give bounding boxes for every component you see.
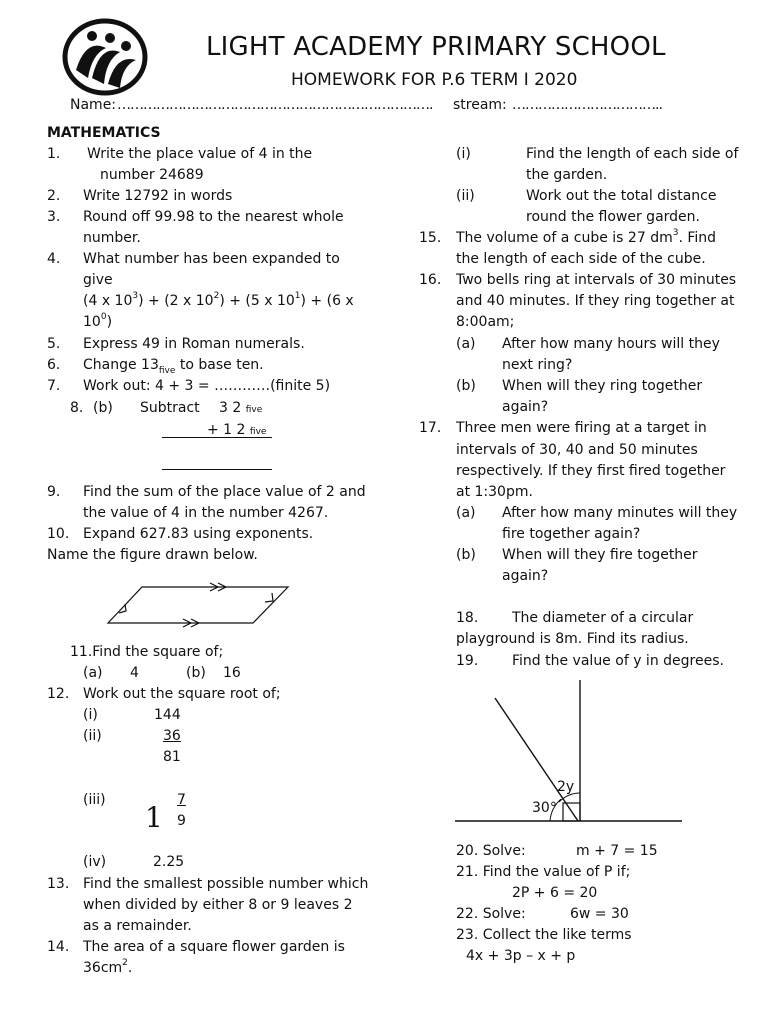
q12-ii-denominator: 81 [163, 749, 181, 765]
q14-ii-text: Work out the total distance [526, 188, 717, 204]
q12-iii-label: (iii) [83, 792, 106, 808]
q16-text-cont: and 40 minutes. If they ring together at [456, 293, 735, 309]
q20-text: 20. Solve: [456, 843, 526, 859]
q13-text: Find the smallest possible number which [83, 876, 369, 892]
q14-i-text: Find the length of each side of [526, 146, 739, 162]
q23-text: 23. Collect the like terms [456, 927, 632, 943]
name-label: Name: [70, 97, 117, 113]
q7-text: Work out: 4 + 3 = …………(finite 5) [83, 378, 331, 394]
q18-text-cont: playground is 8m. Find its radius. [456, 631, 689, 647]
q16-text-cont-2: 8:00am; [456, 314, 515, 330]
q16-a-text-cont: next ring? [502, 357, 573, 373]
q4-text: What number has been expanded to [83, 251, 340, 267]
q17-text-cont: intervals of 30, 40 and 50 minutes [456, 442, 698, 458]
q4-number: 4. [47, 251, 61, 267]
q17-a-text-cont: fire together again? [502, 526, 641, 542]
q22-text: 22. Solve: [456, 906, 526, 922]
q16-b-text-cont: again? [502, 399, 549, 415]
q15-text: The volume of a cube is 27 $dm^3$. Find [456, 228, 717, 246]
name-field: ………………………………………………………………. [117, 97, 433, 113]
school-name: LIGHT ACADEMY PRIMARY SCHOOL [206, 32, 666, 62]
q16-text: Two bells ring at intervals of 30 minutes [456, 272, 737, 288]
q16-a-label: (a) [456, 336, 476, 352]
q17-text: Three men were firing at a target in [456, 420, 707, 436]
q12-iv-value: 2.25 [153, 854, 185, 870]
q17-text-cont-3: at 1:30pm. [456, 484, 533, 500]
q6-number: 6. [47, 357, 61, 373]
angle-30-label: 30° [532, 800, 557, 816]
q11-a-label: (a) [83, 665, 103, 681]
q17-number: 17. [419, 420, 442, 436]
section-title: MATHEMATICS [47, 125, 161, 141]
figure-label: Name the figure drawn below. [47, 547, 258, 563]
q12-iii-denominator: 9 [177, 813, 186, 829]
q19-number: 19. [456, 653, 479, 669]
q14-i-label: (i) [456, 146, 471, 162]
q15-text-cont: the length of each side of the cube. [456, 251, 706, 267]
q12-i-label: (i) [83, 707, 98, 723]
q4-expansion: (4 x $10^3) + (2$ x $10^2) + (5$ x $10^1) + (6$ x [83, 291, 354, 309]
homework-subtitle: HOMEWORK FOR P.6 TERM I 2020 [291, 70, 578, 90]
q17-text-cont-2: respectively. If they first fired together [456, 463, 726, 479]
q17-b-text: When will they fire together [502, 547, 698, 563]
q5-text: Express 49 in Roman numerals. [83, 336, 305, 352]
q16-a-text: After how many hours will they [502, 336, 720, 352]
q9-text: Find the sum of the place value of 2 and [83, 484, 366, 500]
stream-field: …………………………….. [512, 97, 662, 113]
q8-line-1 [162, 437, 272, 438]
q12-iv-label: (iv) [83, 854, 107, 870]
q12-ii-numerator: 36 [163, 728, 181, 744]
q1-text: Write the place value of 4 in the [87, 146, 313, 162]
q4-text-cont: give [83, 272, 113, 288]
q12-i-value: 144 [154, 707, 181, 723]
q1-text-cont: number 24689 [100, 167, 204, 183]
q13-number: 13. [47, 876, 70, 892]
q19-text: Find the value of y in degrees. [512, 653, 724, 669]
q9-text-cont: the value of 4 in the number 4267. [83, 505, 329, 521]
q10-number: 10. [47, 526, 70, 542]
parallelogram-figure [105, 580, 295, 630]
q16-b-text: When will they ring together [502, 378, 703, 394]
q21-equation: 2P + 6 = 20 [512, 885, 598, 901]
q14-i-text-cont: the garden. [526, 167, 608, 183]
angle-diagram [450, 675, 690, 830]
school-logo-icon [62, 18, 148, 96]
q17-b-text-cont: again? [502, 568, 549, 584]
q14-text: The area of a square flower garden is [83, 939, 345, 955]
q5-number: 5. [47, 336, 61, 352]
q20-equation: m + 7 = 15 [576, 843, 658, 859]
q17-b-label: (b) [456, 547, 476, 563]
q23-expression: 4x + 3p – x + p [466, 948, 576, 964]
q3-number: 3. [47, 209, 61, 225]
q1-number: 1. [47, 146, 61, 162]
q4-expansion-cont: $10^0$) [83, 312, 113, 330]
q16-b-label: (b) [456, 378, 476, 394]
q22-equation: 6w = 30 [570, 906, 629, 922]
q13-text-cont: when divided by either 8 or 9 leaves 2 [83, 897, 353, 913]
q12-iii-numerator: 7 [177, 792, 186, 808]
q16-number: 16. [419, 272, 442, 288]
q12-iii-whole: 1 [145, 801, 163, 834]
q17-a-text: After how many minutes will they [502, 505, 738, 521]
q10-text: Expand 627.83 using exponents. [83, 526, 314, 542]
q11-b-value: 16 [223, 665, 241, 681]
q14-number: 14. [47, 939, 70, 955]
q3-text-cont: number. [83, 230, 141, 246]
q8-bottom-number: + 1 2 five [207, 422, 267, 438]
q18-text: The diameter of a circular [512, 610, 694, 626]
q18-number: 18. [456, 610, 479, 626]
q14-ii-label: (ii) [456, 188, 475, 204]
q8-line-2 [162, 469, 272, 470]
q15-number: 15. [419, 230, 442, 246]
q8-number: 8. [70, 400, 84, 416]
q11-a-value: 4 [130, 665, 139, 681]
q21-text: 21. Find the value of P if; [456, 864, 631, 880]
q17-a-label: (a) [456, 505, 476, 521]
q8-part: (b) [93, 400, 113, 416]
q7-number: 7. [47, 378, 61, 394]
stream-label: stream: [453, 97, 507, 113]
q11-text: 11.Find the square of; [70, 644, 224, 660]
q8-top-number: 3 2 five [219, 400, 263, 416]
q14-text-cont: $36cm^2$. [83, 958, 133, 976]
q11-b-label: (b) [186, 665, 206, 681]
q8-label: Subtract [140, 400, 200, 416]
q13-text-cont-2: as a remainder. [83, 918, 192, 934]
q12-text: Work out the square root of; [83, 686, 281, 702]
q2-text: Write 12792 in words [83, 188, 233, 204]
q12-ii-label: (ii) [83, 728, 102, 744]
q3-text: Round off 99.98 to the nearest whole [83, 209, 344, 225]
q6-text: Change $13_{five}$ to base ten. [83, 357, 264, 376]
q2-number: 2. [47, 188, 61, 204]
q9-number: 9. [47, 484, 61, 500]
angle-2y-label: 2y [557, 779, 575, 795]
q14-ii-text-cont: round the flower garden. [526, 209, 700, 225]
q12-number: 12. [47, 686, 70, 702]
